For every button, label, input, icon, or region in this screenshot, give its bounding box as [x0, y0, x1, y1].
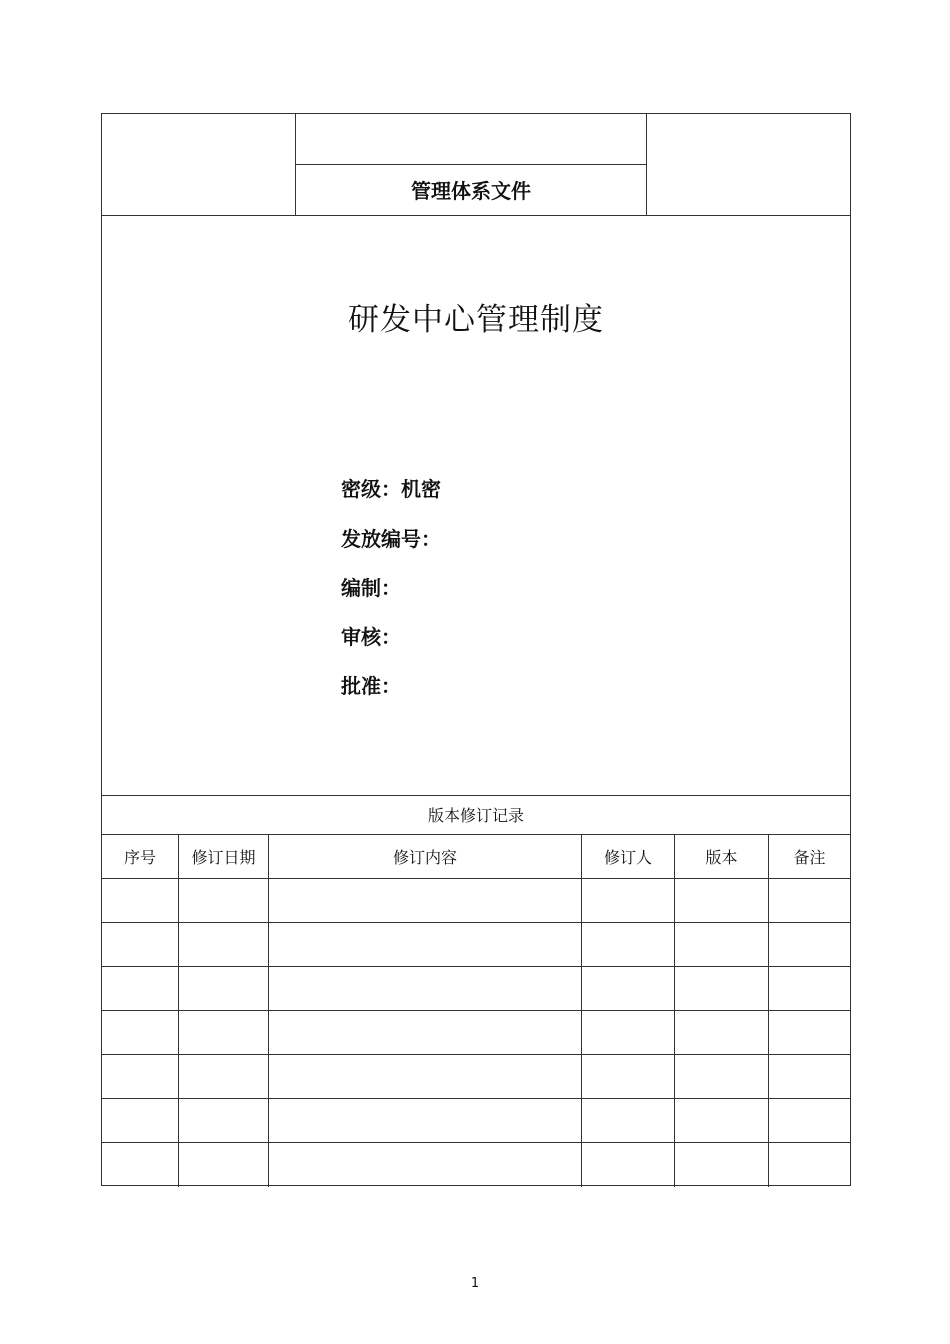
table-row	[102, 922, 850, 923]
document-cover-frame	[101, 113, 851, 1186]
reviewed-by: 审核：	[341, 625, 401, 649]
distribution-number: 发放编号：	[341, 527, 441, 551]
table-row	[102, 878, 850, 879]
table-row	[102, 1054, 850, 1055]
table-row	[102, 1142, 850, 1143]
document-title: 研发中心管理制度	[348, 302, 604, 338]
page-number: 1	[470, 1276, 480, 1291]
table-row	[102, 1010, 850, 1011]
header-bottom-border	[102, 215, 850, 216]
col-header-date: 修订日期	[191, 847, 256, 867]
col-header-remarks: 备注	[793, 847, 826, 867]
col-header-reviser: 修订人	[603, 847, 652, 867]
table-row	[102, 1098, 850, 1099]
revision-record-title: 版本修订记录	[427, 806, 524, 825]
col-header-version: 版本	[705, 847, 738, 867]
col-header-seq: 序号	[123, 847, 156, 867]
approved-by: 批准：	[341, 674, 401, 698]
col-header-content: 修订内容	[392, 847, 457, 867]
table-row	[102, 966, 850, 967]
prepared-by: 编制：	[341, 576, 401, 600]
header-divider-right	[646, 114, 647, 215]
confidentiality-level: 密级：机密	[341, 477, 441, 501]
management-system-label: 管理体系文件	[411, 179, 531, 203]
